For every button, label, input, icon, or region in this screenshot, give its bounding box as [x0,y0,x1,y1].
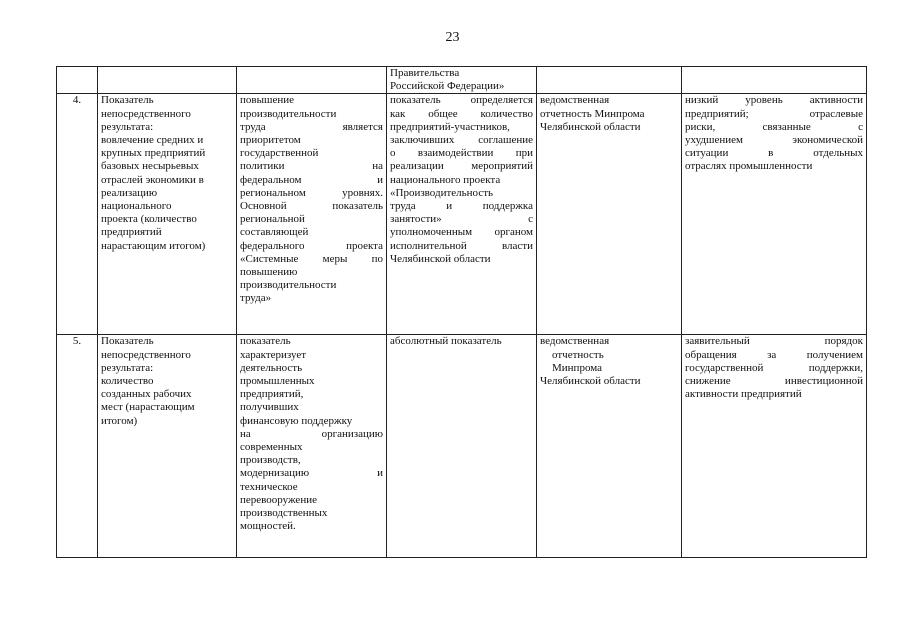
cell-source: ведомственная отчетность Минпрома Челябинской области [537,94,682,335]
cell-num: 4. [57,94,98,335]
table-row-continuation [57,67,867,94]
cell-line: Российской Федерации» [390,80,505,93]
cell-risks [682,67,867,94]
cell-description: повышение производительности труда является приоритетом государственной политики на федеральном и региональном уровнях. Основной показатель региональной составляющей федерального проекта «Системные меры по повышению производительности труда» [237,94,387,335]
cell-line: Правительства [390,67,460,79]
cell-indicator: Показатель непосредственного результата: вовлечение средних и крупных предприятий базовых несырьевых отраслей экономики в реализацию национального проекта (количество предприятий нарастающим итогом) [98,94,237,335]
cell-method: абсолютный показатель [387,335,537,558]
table-row-4 [57,94,867,335]
page-number: 23 [445,30,460,45]
cell-source: ведомственная отчетность Минпрома Челябинской области [537,335,682,558]
cell-indicator [98,67,237,94]
cell-description: показатель характеризует деятельность промышленных предприятий, получивших финансовую поддержку на организацию современных производств, модернизацию и техническое перевооружение производственных мощностей. [237,335,387,558]
cell-num: 5. [57,335,98,558]
cell-source [537,67,682,94]
cell-indicator: Показатель непосредственного результата: количество созданных рабочих мест (нарастающим итогом) [98,335,237,558]
cell-risks: низкий уровень активности предприятий; отраслевые риски, связанные с ухудшением экономической ситуации в отдельных отраслях промышленности [682,94,867,335]
cell-method [387,67,537,94]
cell-method: показатель определяется как общее количество предприятий-участников, заключивших соглашение о взаимодействии при реализации мероприятий национального проекта «Производительность труда и поддержка занятости» с уполномоченным органом исполнительной власти Челябинской области [387,94,537,335]
indicators-table [56,66,867,558]
cell-description [237,67,387,94]
table-row-5 [57,335,867,558]
cell-num [57,67,98,94]
cell-risks: заявительный порядок обращения за получением государственной поддержки, снижение инвестиционной активности предприятий [682,335,867,558]
